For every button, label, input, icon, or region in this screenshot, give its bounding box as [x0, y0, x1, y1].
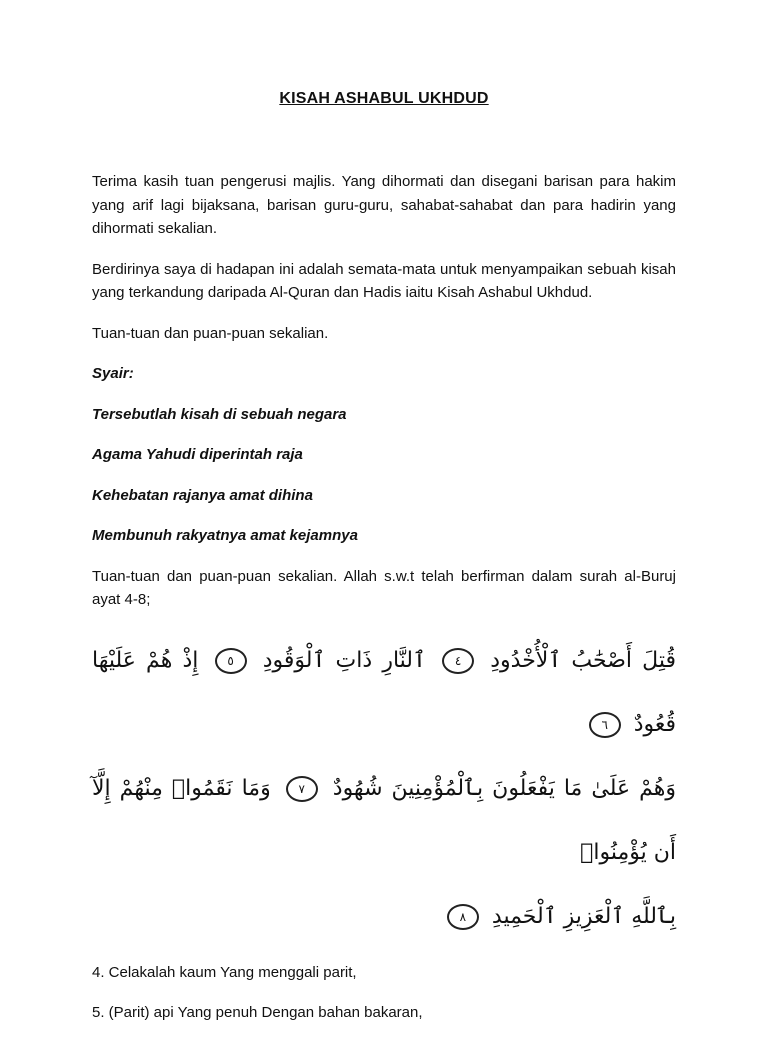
syair-line: Tersebutlah kisah di sebuah negara — [92, 405, 347, 423]
ayah-number-marker: ٤ — [442, 648, 474, 674]
translation-line: 4. Celakalah kaum Yang menggali parit, — [92, 963, 357, 981]
document-title: KISAH ASHABUL UKHDUD — [279, 90, 489, 107]
arabic-verse-text: إِذْ هُمْ عَلَيْهَا قُعُودٌ — [92, 647, 676, 737]
paragraph-address: Tuan-tuan dan puan-puan sekalian. — [92, 324, 329, 342]
paragraph-purpose: Berdirinya saya di hadapan ini adalah semata-mata untuk menyampaikan sebuah kisah yang terkandung daripada Al-Quran dan Hadis iaitu Kisah Ashabul Ukhdud. — [92, 260, 676, 301]
arabic-line-3 — [92, 885, 676, 949]
arabic-line-1 — [92, 629, 676, 757]
paragraph-greeting: Terima kasih tuan pengerusi majlis. Yang dihormati dan disegani barisan para hakim yang arif lagi bijaksana, barisan guru-guru, sahabat-sahabat dan para hadirin yang dihormati sekalian. — [92, 173, 676, 237]
paragraph-verse-intro: Tuan-tuan dan puan-puan sekalian. Allah s.w.t telah berfirman dalam surah al-Buruj ayat 4-8; — [92, 567, 676, 608]
syair-label: Syair: — [92, 365, 134, 382]
arabic-verse-text: قُتِلَ أَصْحَٰبُ ٱلْأُخْدُودِ — [490, 647, 676, 673]
ayah-number-marker: ٨ — [447, 904, 479, 930]
ayah-number-marker: ٧ — [286, 776, 318, 802]
arabic-verse-text: ٱلنَّارِ ذَاتِ ٱلْوَقُودِ — [262, 647, 426, 673]
translation-line: 5. (Parit) api Yang penuh Dengan bahan bakaran, — [92, 1004, 423, 1021]
syair-line: Agama Yahudi diperintah raja — [92, 446, 303, 463]
arabic-line-2 — [92, 757, 676, 885]
syair-line: Membunuh rakyatnya amat kejamnya — [92, 527, 358, 544]
arabic-verse-text: بِٱللَّهِ ٱلْعَزِيزِ ٱلْحَمِيدِ — [491, 903, 676, 929]
ayah-number-marker: ٦ — [589, 712, 621, 738]
document-body — [92, 170, 676, 1042]
ayah-number-marker: ٥ — [215, 648, 247, 674]
arabic-verses — [92, 629, 676, 949]
arabic-verse-text: وَمَا نَقَمُوا۟ مِنْهُمْ إِلَّآ أَن يُؤْمِنُوا۟ — [92, 775, 676, 865]
syair-line: Kehebatan rajanya amat dihina — [92, 486, 313, 504]
arabic-verse-text: وَهُمْ عَلَىٰ مَا يَفْعَلُونَ بِٱلْمُؤْمِنِينَ شُهُودٌ — [332, 775, 676, 801]
